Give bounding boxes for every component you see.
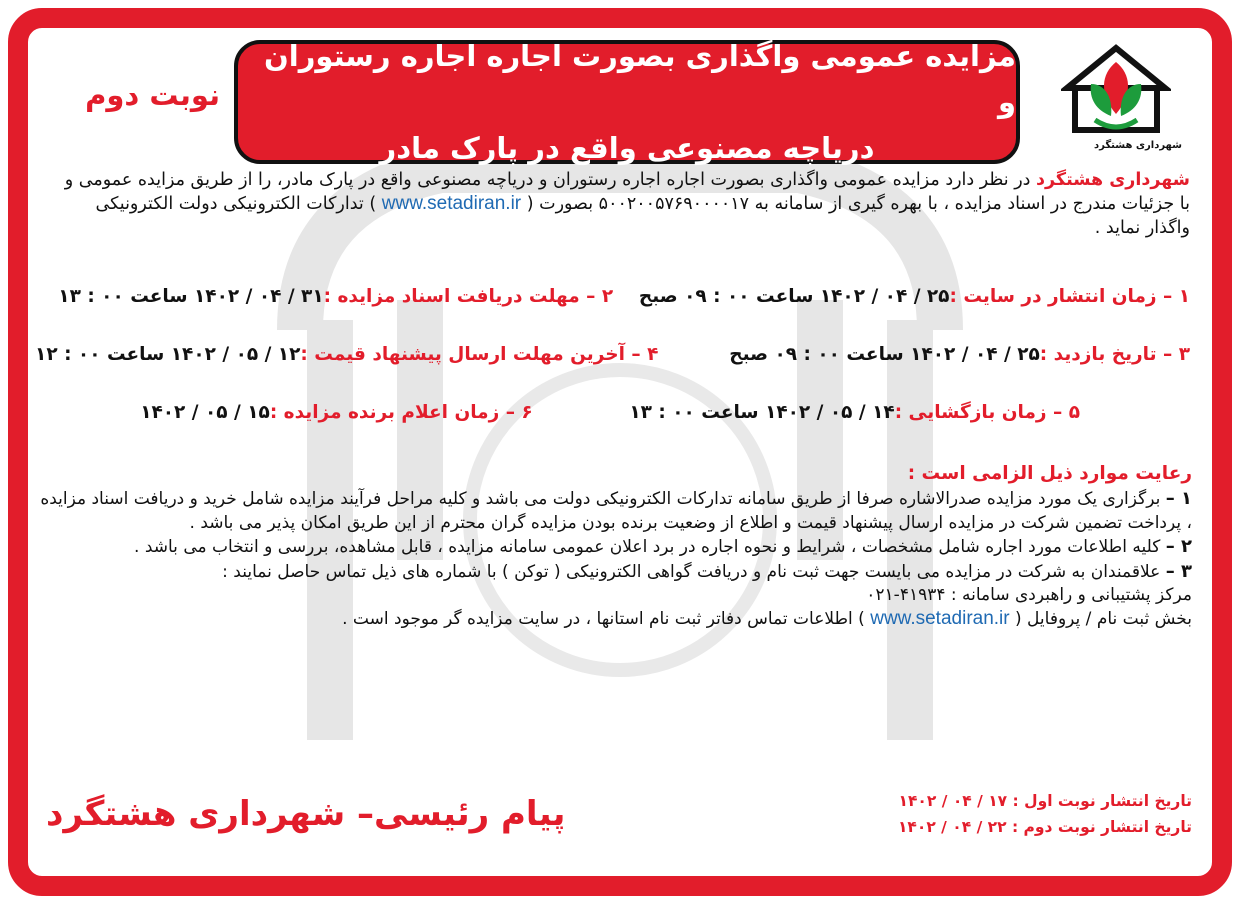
schedule-row-3 (50, 402, 1080, 423)
schedule-row-2 (35, 344, 1190, 365)
publish-date-label: ۱ – زمان انتشار در سایت : (949, 286, 1190, 307)
intro-org: شهرداری هشتگرد (1036, 170, 1190, 190)
doc-deadline-label: ۲ – مهلت دریافت اسناد مزایده : (323, 286, 614, 307)
rules-heading: رعایت موارد ذیل الزامی است : (907, 463, 1192, 484)
intro-text-2: ) تدارکات الکترونیکی دولت الکترونیکی واگذار نماید . (95, 194, 1190, 238)
title-line-1: مزایده عمومی واگذاری بصورت اجاره اجاره رستوران و (264, 39, 1016, 119)
intro-text-1: در نظر دارد مزایده عمومی واگذاری بصورت اجاره اجاره رستوران و دریاچه مصنوعی واقع در پارک مادر، را از طریق مزایده عمومی و با جزئیات مندرج در اسناد مزایده ، با بهره گیری از سامانه به ۵۰۰۲۰۰۵۷۶۹۰۰۰۰۱۷ بصورت ( (64, 170, 1190, 214)
schedule-row-1 (50, 286, 1190, 307)
second-publication-date: تاریخ انتشار نوبت دوم : ۲۲ / ۰۴ / ۱۴۰۲ (897, 818, 1192, 836)
doc-deadline-item (58, 286, 613, 307)
rule-2-number: ۲ – (1165, 536, 1192, 558)
rule-1-text: برگزاری یک مورد مزایده صدرالاشاره صرفا از طریق سامانه تدارکات الکترونیکی دولت می باشد و کلیه مراحل فرآیند مزایده شامل خرید و دریافت اسناد مزایده ، پرداخت تضمین شرکت در مزایده ارسال پیشنهاد قیمت و اطلاع از وضعیت برنده بودن مزایده گران محترم از این طریق امکان پذیر می باشد . (40, 489, 1192, 533)
visit-date-value: ۲۵ / ۰۴ / ۱۴۰۲ ساعت ۰۰ : ۰۹ صبح (729, 344, 1040, 365)
visit-date-item (729, 344, 1190, 365)
rule-2-text: کلیه اطلاعات مورد اجاره شامل مشخصات ، شرایط و نحوه اجاره در برد اعلان عمومی سامانه مزایده ، قابل مشاهده، بررسی و انتخاب می باشد . (134, 537, 1166, 558)
doc-deadline-value: ۳۱ / ۰۴ / ۱۴۰۲ ساعت ۰۰ : ۱۳ (58, 286, 324, 307)
bid-deadline-label: ۴ – آخرین مهلت ارسال پیشنهاد قیمت : (300, 344, 659, 365)
registration-text-1: بخش ثبت نام / پروفایل ( (1009, 609, 1192, 630)
title-banner (234, 40, 1020, 164)
rules-section (30, 462, 1192, 632)
visit-date-label: ۳ – تاریخ بازدید : (1039, 344, 1190, 365)
winner-date-label: ۶ – زمان اعلام برنده مزایده : (269, 402, 533, 423)
registration-text-2: ) اطلاعات تماس دفاتر ثبت نام استانها ، در سایت مزایده گر موجود است . (342, 609, 871, 630)
opening-date-item (629, 402, 1080, 423)
bid-deadline-value: ۱۲ / ۰۵ / ۱۴۰۲ ساعت ۰۰ : ۱۲ (35, 344, 301, 365)
publication-dates (800, 788, 1192, 840)
rule-1-number: ۱ – (1165, 488, 1192, 510)
opening-date-label: ۵ – زمان بازگشایی : (894, 402, 1080, 423)
logo-caption: شهرداری هشتگرد (1094, 140, 1182, 151)
rule-3-number: ۳ – (1165, 560, 1192, 582)
municipality-logo (1050, 44, 1182, 160)
publish-date-value: ۲۵ / ۰۴ / ۱۴۰۲ ساعت ۰۰ : ۰۹ صبح (638, 286, 950, 307)
signature: پیام رئیسی– شهرداری هشتگرد (46, 794, 566, 834)
rule-3 (30, 560, 1192, 584)
logo-emblem-icon (1061, 44, 1171, 140)
support-contact: مرکز پشتیبانی و راهبردی سامانه : ۴۱۹۳۴-۰۲۱ (866, 585, 1192, 606)
winner-date-item (140, 402, 533, 423)
intro-paragraph (50, 168, 1190, 240)
bid-deadline-item (35, 344, 658, 365)
first-publication-date: تاریخ انتشار نوبت اول : ۱۷ / ۰۴ / ۱۴۰۲ (898, 792, 1192, 810)
winner-date-value: ۱۵ / ۰۵ / ۱۴۰۲ (140, 402, 270, 423)
intro-link[interactable]: www.setadiran.ir (381, 193, 522, 214)
registration-info (30, 607, 1192, 631)
rule-1 (30, 487, 1192, 535)
registration-link[interactable]: www.setadiran.ir (870, 608, 1010, 630)
round-label: نوبت دوم (85, 78, 220, 112)
opening-date-value: ۱۴ / ۰۵ / ۱۴۰۲ ساعت ۰۰ : ۱۳ (629, 402, 895, 423)
title-line-2: دریاچه مصنوعی واقع در پارک مادر (379, 131, 875, 165)
rule-3-text: علاقمندان به شرکت در مزایده می بایست جهت ثبت نام و دریافت گواهی الکترونیکی ( توکن ) با شماره های ذیل تماس حاصل نمایند : (222, 561, 1166, 582)
publish-date-item (639, 286, 1190, 307)
rule-2 (30, 535, 1192, 559)
